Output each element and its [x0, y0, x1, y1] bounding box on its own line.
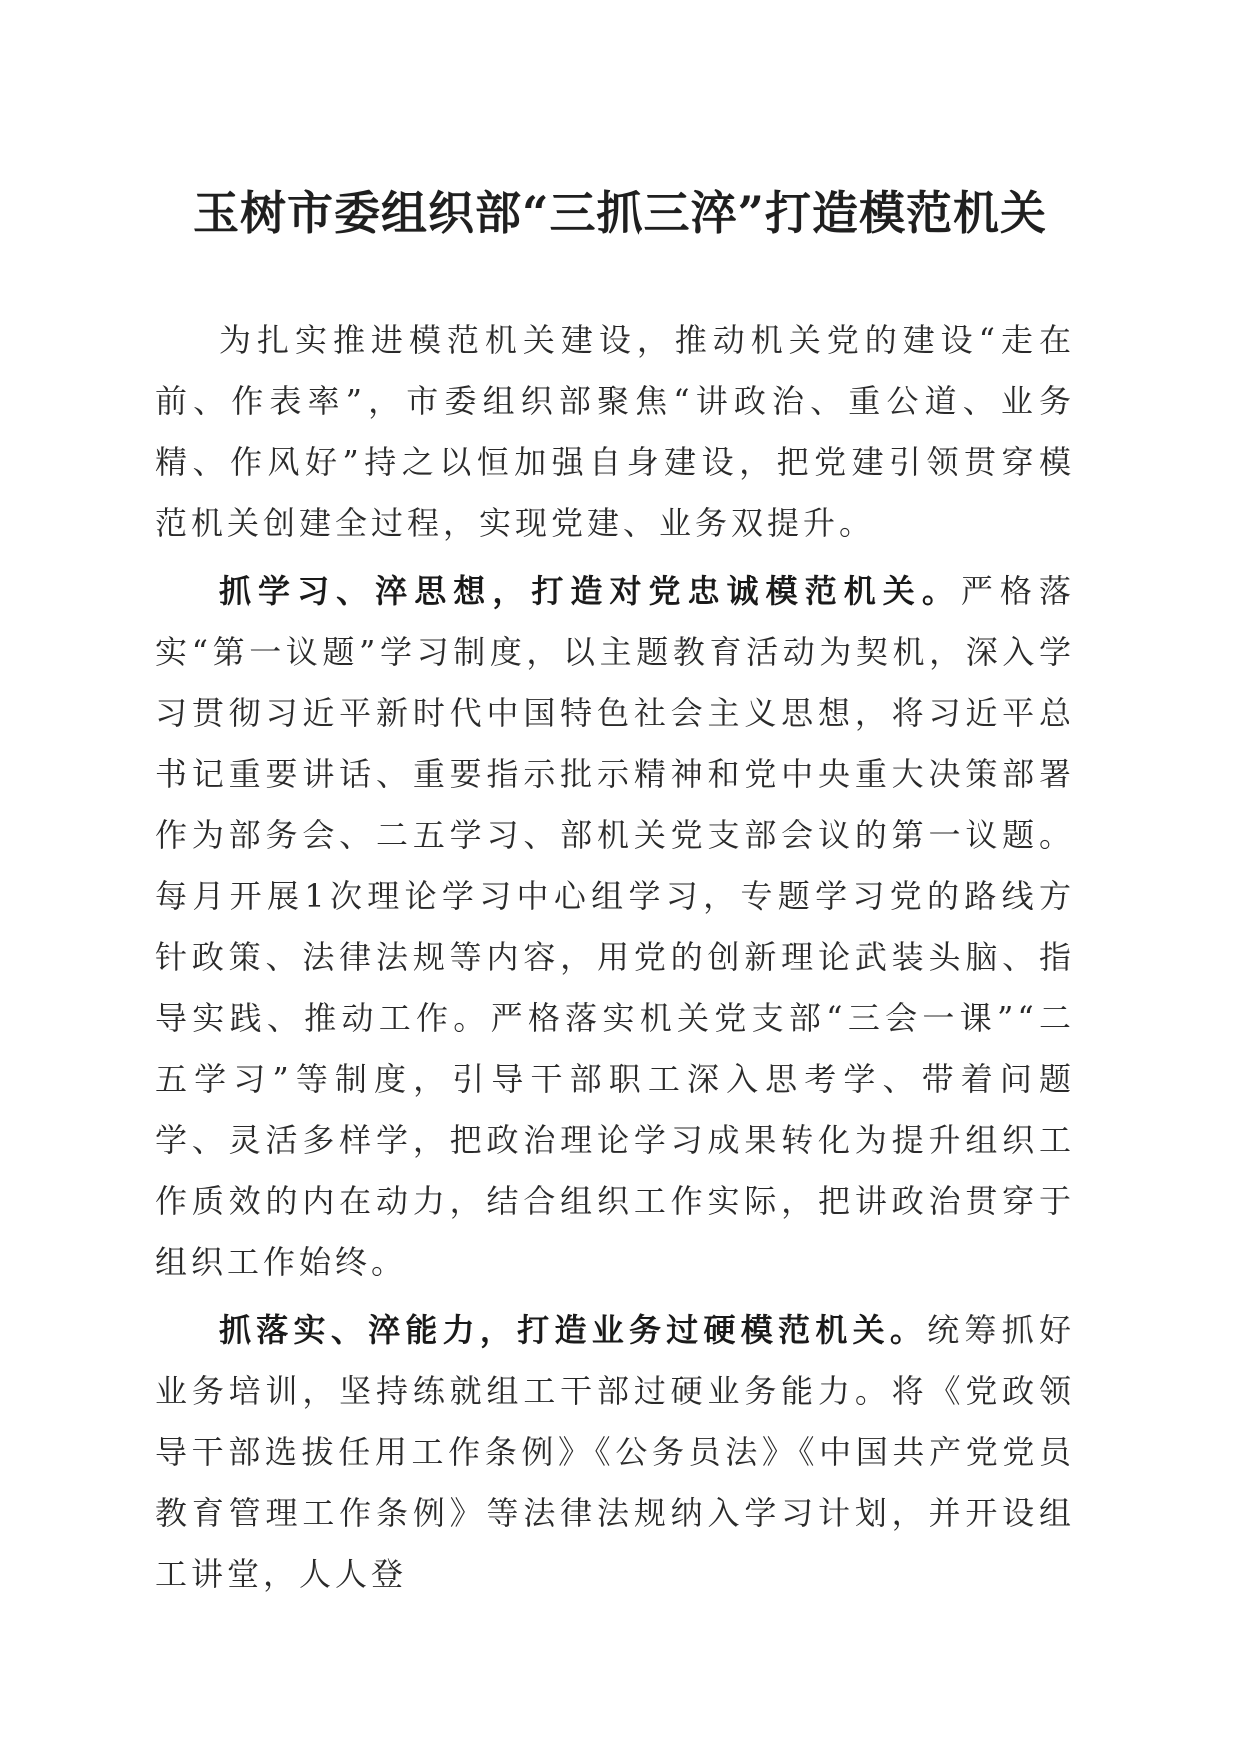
document-title: 玉树市委组织部“三抓三淬”打造模范机关 — [193, 186, 1047, 240]
implementation-section-text: 统筹抓好业务培训，坚持练就组工干部过硬业务能力。将《党政领导干部选拔任用工作条例》《公务员法》《中国共产党党员教育管理工作条例》等法律法规纳入学习计划，并开设组工讲堂，人人登 — [155, 1311, 1075, 1593]
study-section-text: 严格落实“第一议题”学习制度，以主题教育活动为契机，深入学习贯彻习近平新时代中国特色社会主义思想，将习近平总书记重要讲话、重要指示批示精神和党中央重大决策部署作为部务会、二五学习、部机关党支部会议的第一议题。每月开展1次理论学习中心组学习，专题学习党的路线方针政策、法律法规等内容，用党的创新理论武装头脑、指导实践、推动工作。严格落实机关党支部“三会一课”“二五学习”等制度，引导干部职工深入思考学、带着问题学、灵活多样学，把政治理论学习成果转化为提升组织工作质效的内在动力，结合组织工作实际，把讲政治贯穿于组织工作始终。 — [155, 572, 1075, 1281]
implementation-section-heading: 抓落实、淬能力，打造业务过硬模范机关。 — [219, 1311, 928, 1349]
intro-paragraph — [155, 310, 1075, 554]
study-section-heading: 抓学习、淬思想，打造对党忠诚模范机关。 — [219, 572, 961, 610]
document-body — [155, 310, 1075, 1612]
intro-paragraph-text: 为扎实推进模范机关建设，推动机关党的建设“走在前、作表率”，市委组织部聚焦“讲政治、重公道、业务精、作风好”持之以恒加强自身建设，把党建引领贯穿模范机关创建全过程，实现党建、业务双提升。 — [155, 321, 1075, 542]
study-section-paragraph — [155, 561, 1075, 1293]
implementation-section-paragraph — [155, 1300, 1075, 1605]
